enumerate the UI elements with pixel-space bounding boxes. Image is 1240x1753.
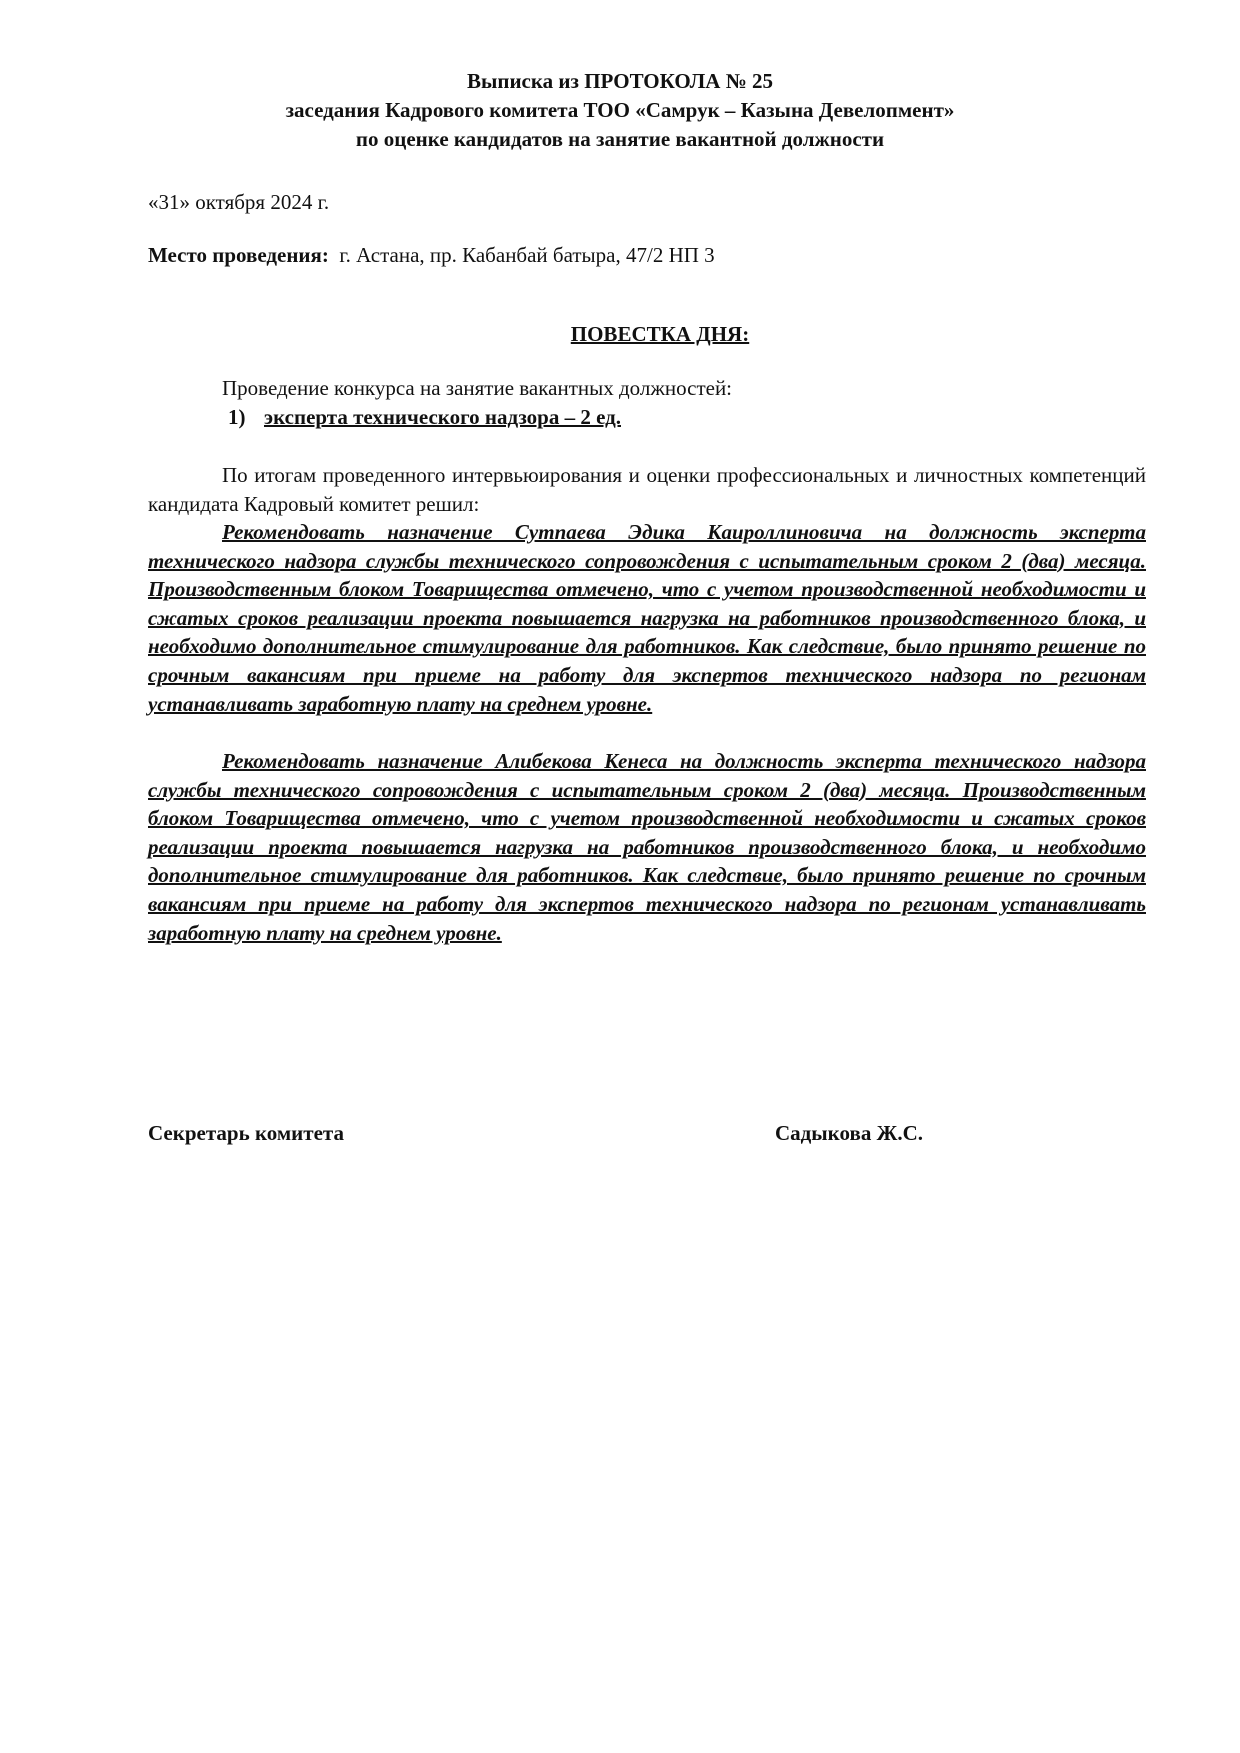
title-line-2: заседания Кадрового комитета ТОО «Самрук – Казына Девелопмент» bbox=[285, 98, 955, 122]
agenda-item-text: эксперта технического надзора – 2 ед. bbox=[264, 405, 621, 429]
agenda-intro: Проведение конкурса на занятие вакантных должностей: bbox=[222, 376, 733, 400]
agenda-item bbox=[228, 405, 621, 430]
venue-label: Место проведения: bbox=[148, 243, 329, 267]
meeting-date: «31» октября 2024 г. bbox=[148, 190, 330, 214]
signature-role: Секретарь комитета bbox=[148, 1121, 344, 1145]
decision-paragraph-2: Рекомендовать назначение Алибекова Кенеса на должность эксперта технического надзора службы технического сопровождения с испытательным сроком 2 (два) месяца. Производственным блоком Товарищества отмечено, что с учетом производственной необходимости и сжатых сроков реализации проекта повышается нагрузка на работников производственного блока, и необходимо дополнительное стимулирование для работников. Как следствие, было принято решение по срочным вакансиям при приеме на работу для экспертов технического надзора по регионам устанавливать заработную плату на среднем уровне. bbox=[148, 749, 1146, 945]
title-line-1: Выписка из ПРОТОКОЛА № 25 bbox=[466, 69, 774, 93]
title-line-3: по оценке кандидатов на занятие вакантной должности bbox=[355, 127, 885, 151]
agenda-item-number: 1) bbox=[228, 405, 246, 429]
meeting-venue bbox=[148, 243, 715, 268]
results-intro: По итогам проведенного интервьюирования и оценки профессиональных и личностных компетенций кандидата Кадровый комитет решил: bbox=[148, 463, 1146, 516]
signature-name: Садыкова Ж.С. bbox=[775, 1121, 924, 1145]
document-title bbox=[0, 67, 1240, 154]
agenda-heading: ПОВЕСТКА ДНЯ: bbox=[570, 322, 750, 346]
venue-value: г. Астана, пр. Кабанбай батыра, 47/2 НП 3 bbox=[339, 243, 715, 267]
decision-paragraph-1: Рекомендовать назначение Сутпаева Эдика Каироллиновича на должность эксперта технического надзора службы технического сопровождения с испытательным сроком 2 (два) месяца. Производственным блоком Товарищества отмечено, что с учетом производственной необходимости и сжатых сроков реализации проекта повышается нагрузка на работников производственного блока, и необходимо дополнительное стимулирование для работников. Как следствие, было принято решение по срочным вакансиям при приеме на работу для экспертов технического надзора по регионам устанавливать заработную плату на среднем уровне. bbox=[148, 520, 1146, 716]
